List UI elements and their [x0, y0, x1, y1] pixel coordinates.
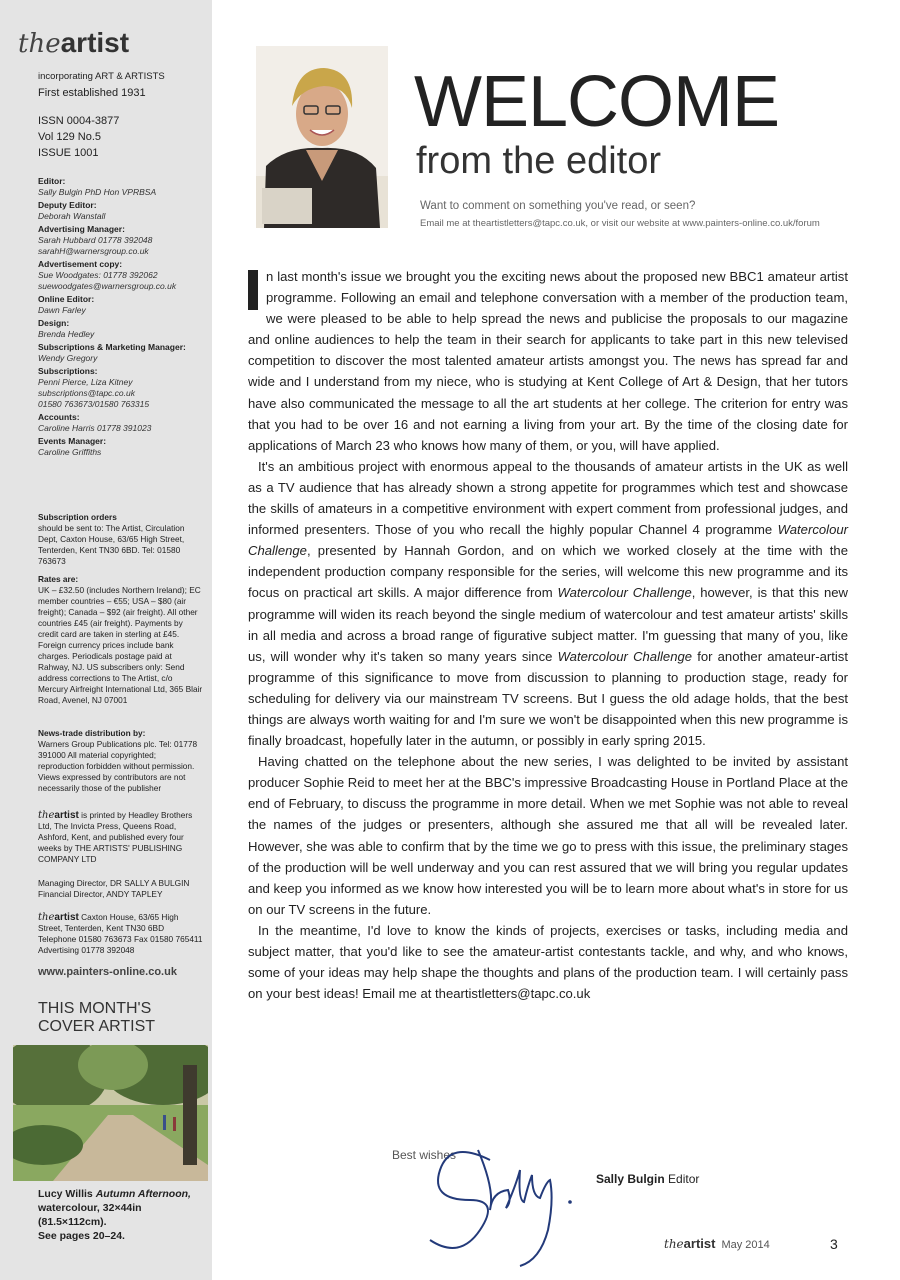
staff-entry: Deputy Editor: Deborah Wanstall — [38, 200, 106, 221]
printer-info: theartist is printed by Headley Brothers Ltd, The Invicta Press, Queens Road, Ashford, Kent, and published every four weeks by THE ARTISTS' PUBLISHING COMPANY LTD — [38, 810, 193, 864]
cover-artist-heading: THIS MONTH'S COVER ARTIST — [38, 1000, 156, 1035]
masthead-sidebar — [0, 0, 212, 1280]
staff-entry: Advertisement copy: Sue Woodgates: 01778 392062 suewoodgates@warnersgroup.co.uk — [38, 259, 177, 291]
staff-entry: Subscriptions: Penni Pierce, Liza Kitney subscriptions@tapc.co.uk 01580 763673/01580 763315 — [38, 366, 150, 409]
established-line: First established 1931 — [38, 87, 146, 99]
paragraph: Having chatted on the telephone about the new series, I was delighted to be invited by assistant producer Sophie Reid to meet her at the BBC's impressive Broadcasting House in Portland Place at the end of February, to discuss the programme in more detail. When we met Sophie was not able to reveal the names of the judges or presenters, although she assured me that all will be revealed later. However, she was able to confirm that by the time we go to press with this issue, the preliminary stages of the production will be well underway and you can rest assured that we will bring you regular updates and keep you informed as we know how interested you will be to learn more about what's in store for us on our TV screens in the future. — [248, 754, 848, 917]
editor-portrait-photo — [256, 46, 388, 228]
page-subtitle: from the editor — [416, 140, 661, 182]
newstrade-info: News-trade distribution by: Warners Group Publications plc. Tel: 01778 391000 All material copyrighted; reproduction forbidden without permission. Views expressed by contributors are not necessarily those of the publisher — [38, 728, 198, 793]
staff-entry: Events Manager: Caroline Griffiths — [38, 436, 107, 457]
comment-prompt: Want to comment on something you've read, or seen? — [420, 200, 696, 212]
incorporating-line: incorporating ART & ARTISTS — [38, 71, 165, 82]
magazine-logo: theartist — [18, 27, 130, 59]
rates-info: Rates are: UK – £32.50 (includes Northern Ireland); EC member countries – €55; USA – $80 (air freight); Canada – $92 (air freight). All other countries £45 (air freight). Payments by credit card are taken in sterling at £45. Foreign currency prices include bank charges. Periodicals postage paid at Rahway, NJ. US subscribers only: Send address corrections to The Artist, c/o Mercury Airfreight International Ltd, 365 Blair Road, Avenel, NJ 07001 — [38, 574, 203, 705]
staff-entry: Advertising Manager: Sarah Hubbard 01778 392048 sarahH@warnersgroup.co.uk — [38, 224, 153, 256]
paragraph: It's an ambitious project with enormous appeal to the thousands of amateur artists in the UK as well as a TV audience that has already shown a strong appetite for programmes which test and showcase the skills of amateurs in a competitive environment with expert comment from professional judges, and informed presenters. Those of you who recall the highly popular Channel 4 programme Watercolour Challenge, presented by Hannah Gordon, and on which we worked closely at the time with the independent production company responsible for the series, will welcome this new programme and its focus on practical art skills. A major difference from Watercolour Challenge, however, is that this new programme will widen its reach beyond the single medium of watercolour and test amateur artists' skills in all media and across a broad range of figurative subject matter. I'm guessing that many of you, like us, will wonder why it's taken so many years since Watercolour Challenge for another amateur-artist programme of this significance to move from discussion to planning to production stage, ready for scheduling for delivery via our mainstream TV screens. But I guess the old adage holds, that the best things are always worth waiting for and I'm sure we won't be disappointed when this new programme is finally broadcast, hopefully later in the autumn, or possibly in early spring 2015. — [248, 458, 848, 749]
staff-entry: Accounts: Caroline Harris 01778 391023 — [38, 412, 152, 433]
sign-off-greeting: Best wishes — [392, 1148, 457, 1162]
issue-number: ISSUE 1001 — [38, 147, 99, 159]
page-title: WELCOME — [414, 62, 780, 142]
comment-contact: Email me at theartistletters@tapc.co.uk, or visit our website at www.painters-online.co.uk/forum — [420, 218, 820, 229]
editor-name: Sally Bulgin Editor — [596, 1172, 700, 1186]
cover-caption: Lucy Willis Autumn Afternoon, watercolour, 32×44in (81.5×112cm). See pages 20–24. — [38, 1188, 191, 1242]
inline-logo: theartist — [38, 810, 79, 821]
issn: ISSN 0004-3877 — [38, 115, 120, 127]
staff-entry: Design: Brenda Hedley — [38, 318, 95, 339]
staff-entry: Online Editor: Dawn Farley — [38, 294, 95, 315]
page-number: 3 — [830, 1236, 838, 1252]
staff-list — [38, 176, 208, 460]
cover-painting-image — [13, 1045, 208, 1181]
volume: Vol 129 No.5 — [38, 131, 101, 143]
website-link[interactable]: www.painters-online.co.uk — [38, 966, 177, 978]
page-footer: theartist May 2014 — [664, 1236, 770, 1251]
staff-entry: Editor: Sally Bulgin PhD Hon VPRBSA — [38, 176, 157, 197]
paragraph: In the meantime, I'd love to know the kinds of projects, exercises or tasks, including media and subject matter, that you'd like to see the amateur-artist contestants tackle, and why, and who knows, some of your ideas may help shape the thoughts and plans of the production team. I will certainly pass on your best ideas! Email me at theartistletters@tapc.co.uk — [248, 922, 848, 1002]
paragraph: n last month's issue we brought you the exciting news about the proposed new BBC1 amateur artist programme. Following an email and telephone conversation with a member of the production team, we were pleased to be able to help spread the news and publicise the proposals to our magazine and online audiences to help the team in their search for applicants to take part in this new televised competition to discover the most talented amateur artists amongst you. The news has spread far and wide and I understand from my niece, who is studying at Kent College of Art & Design, that her tutors have also communicated the message to all the art students at her college. The criterion for entry was that you had to be over 16 and not earning a living from your art. By the time of the closing date for applications of March 23 who knows how many of them, or you, will have applied. — [248, 269, 848, 453]
directors-info: Managing Director, DR SALLY A BULGIN Financial Director, ANDY TAPLEY — [38, 878, 190, 899]
staff-entry: Subscriptions & Marketing Manager: Wendy Gregory — [38, 342, 186, 363]
subscription-info: Subscription orders should be sent to: The Artist, Circulation Dept, Caxton House, 63/65 High Street, Tenterden, Kent TN30 6BD. Tel: 01580 763673 — [38, 512, 185, 566]
editorial-body — [248, 266, 848, 1004]
editor-signature — [420, 1130, 590, 1270]
address-info: theartist Caxton House, 63/65 High Street, Tenterden, Kent TN30 6BD Telephone 01580 763673 Fax 01580 765411 Advertising 01778 392048 — [38, 912, 203, 955]
inline-logo: theartist — [38, 912, 79, 923]
drop-cap — [248, 270, 258, 310]
